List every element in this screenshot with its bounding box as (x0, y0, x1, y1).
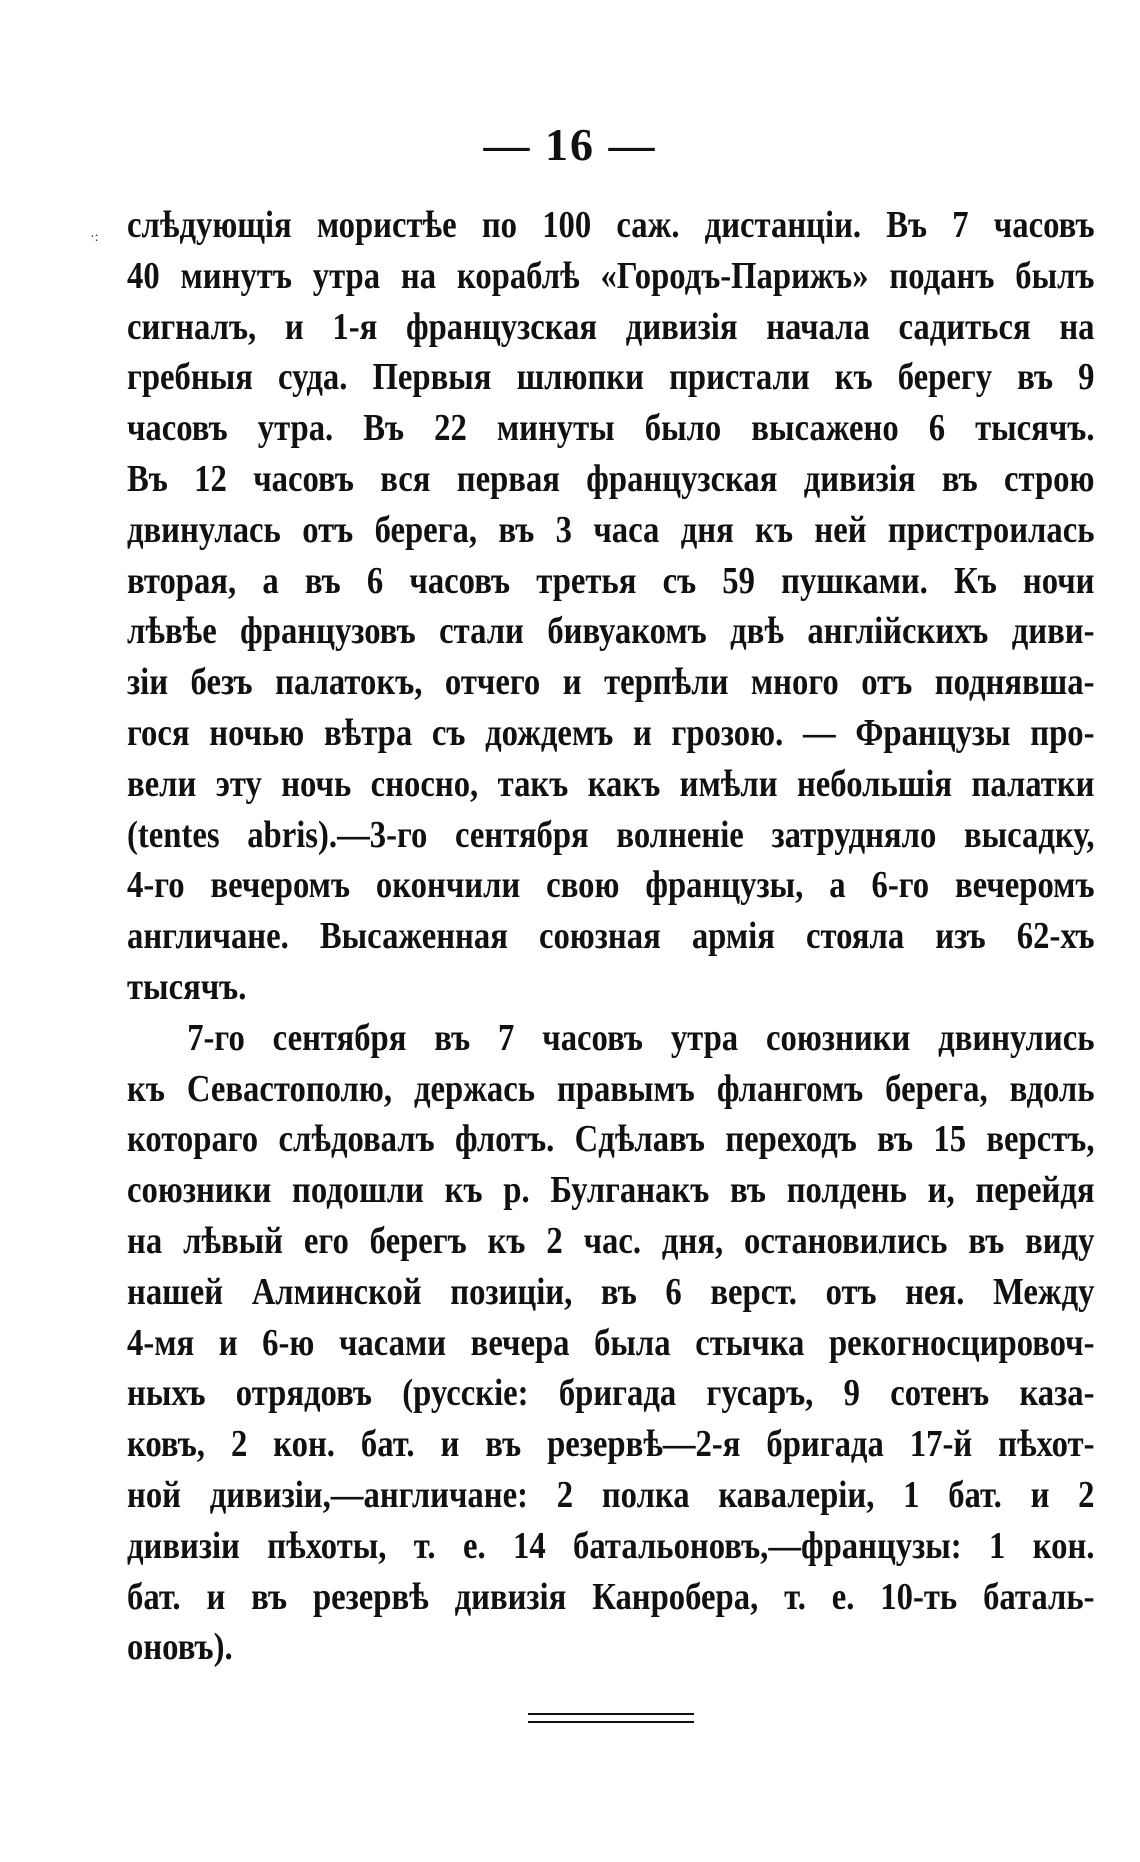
text-line: Въ 12 часовъ вся первая французская дивизія въ строю (127, 457, 1095, 500)
text-line: вели эту ночь сносно, такъ какъ имѣли небольшія палатки (127, 762, 1095, 805)
text-line: гося ночью вѣтра съ дождемъ и грозою. — Французы про- (127, 711, 1095, 754)
text-line: слѣдующія мористѣе по 100 саж. дистанціи. Въ 7 часовъ (127, 204, 1095, 246)
text-line: оновъ). (127, 1626, 233, 1669)
paragraph-1 (127, 200, 1095, 1013)
text-line: 7-го сентября въ 7 часовъ утра союзники двинулись (187, 1016, 1095, 1059)
text-line: союзники подошли къ р. Булганакъ въ полдень и, перейдя (127, 1169, 1095, 1212)
text-line: англичане. Высаженная союзная армія стояла изъ 62-хъ (127, 915, 1095, 958)
text-line: дивизіи пѣхоты, т. е. 14 батальоновъ,—французы: 1 кон. (127, 1524, 1095, 1567)
text-line: двинулась отъ берега, въ 3 часа дня къ ней пристроилась (127, 508, 1095, 551)
text-line: тысячъ. (127, 965, 247, 1008)
text-line: бат. и въ резервѣ дивизія Канробера, т. е. 10-ть баталь- (127, 1575, 1095, 1618)
text-line: 4-мя и 6-ю часами вечера была стычка рекогносцировоч- (127, 1321, 1095, 1364)
page-number: — 16 — (483, 119, 657, 170)
paragraph-2 (127, 1013, 1095, 1673)
text-line: котораго слѣдовалъ флотъ. Сдѣлавъ переходъ въ 15 верстъ, (127, 1118, 1095, 1161)
text-line: лѣвѣе французовъ стали бивуакомъ двѣ англійскихъ диви- (127, 610, 1095, 653)
margin-speck: ·: (90, 230, 99, 245)
text-line: зіи безъ палатокъ, отчего и терпѣли много отъ поднявша- (127, 661, 1095, 704)
text-line: 40 минутъ утра на кораблѣ «Городъ-Парижъ» поданъ былъ (127, 254, 1095, 297)
text-line: (tentes abris).—3-го сентября волненіе затрудняло высадку, (127, 813, 1095, 856)
end-rule-bottom (528, 1721, 694, 1723)
text-line: къ Севастополю, держась правымъ флангомъ берега, вдоль (127, 1067, 1095, 1110)
text-line: часовъ утра. Въ 22 минуты было высажено 6 тысячъ. (127, 407, 1095, 450)
text-line: нашей Алминской позиціи, въ 6 верст. отъ нея. Между (127, 1270, 1095, 1313)
end-rule-top (528, 1713, 694, 1715)
text-line: ныхъ отрядовъ (русскіе: бригада гусаръ, 9 сотенъ каза- (127, 1372, 1095, 1415)
text-line: 4-го вечеромъ окончили свою французы, а 6-го вечеромъ (127, 864, 1095, 907)
text-line: на лѣвый его берегъ къ 2 час. дня, остановились въ виду (127, 1219, 1095, 1262)
text-line: ковъ, 2 кон. бат. и въ резервѣ—2-я бригада 17-й пѣхот- (127, 1423, 1095, 1466)
body-text (127, 200, 1095, 1673)
text-line: гребныя суда. Первыя шлюпки пристали къ берегу въ 9 (127, 356, 1095, 399)
text-line: вторая, а въ 6 часовъ третья съ 59 пушками. Къ ночи (127, 559, 1095, 602)
text-line: ной дивизіи,—англичане: 2 полка кавалеріи, 1 бат. и 2 (127, 1473, 1095, 1516)
text-line: сигналъ, и 1-я французская дивизія начала садиться на (127, 305, 1095, 348)
